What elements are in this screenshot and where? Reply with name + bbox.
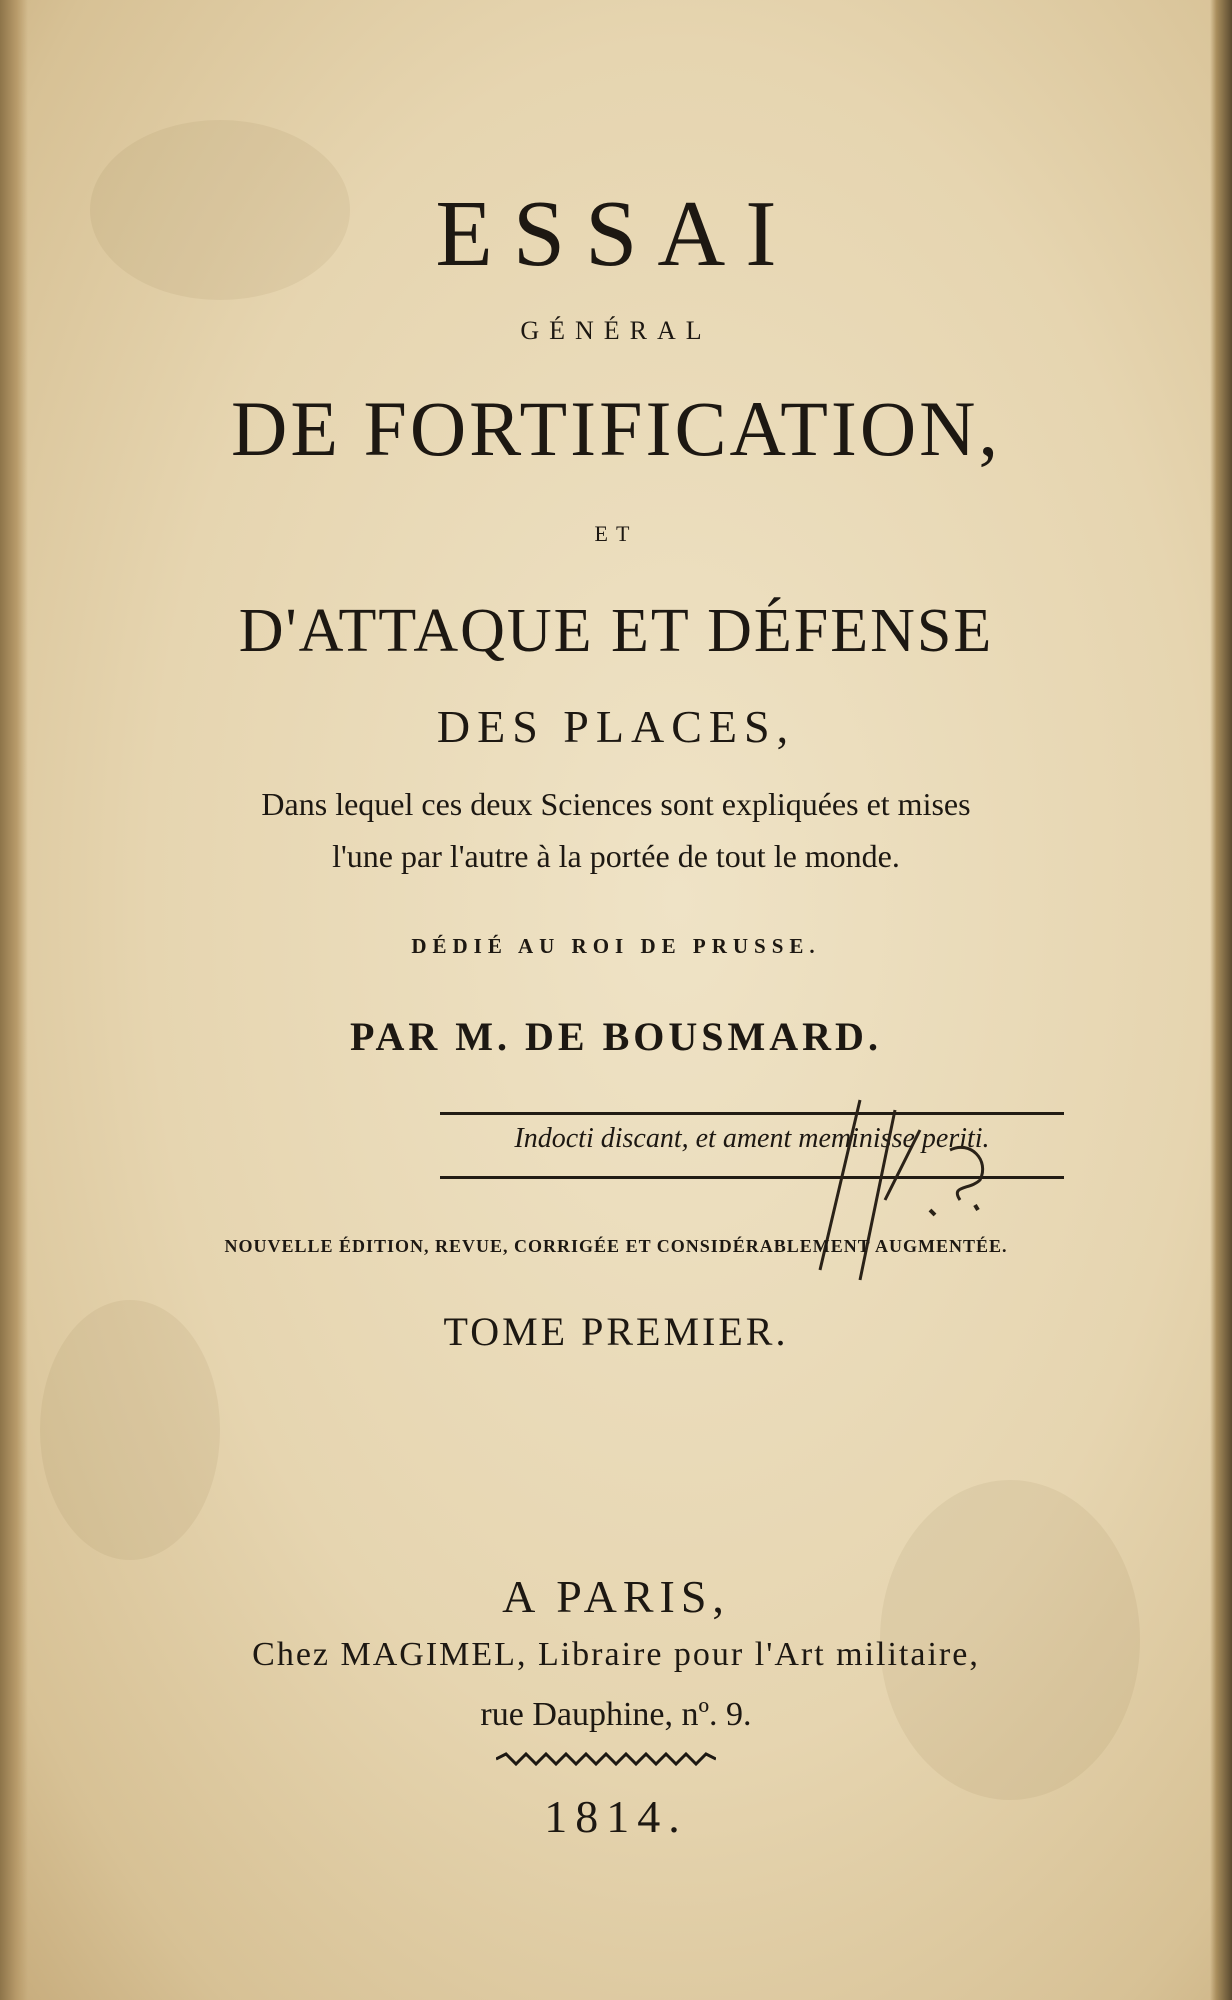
title-conjunction: ET <box>594 521 638 546</box>
edition-statement: NOUVELLE ÉDITION, REVUE, CORRIGÉE ET CONSIDÉRABLEMENT AUGMENTÉE. <box>224 1236 1008 1256</box>
title-attaque: D'ATTAQUE ET DÉFENSE <box>238 597 994 665</box>
imprint-place: A PARIS, <box>502 1571 730 1622</box>
title-places: DES PLACES, <box>436 701 796 752</box>
imprint-address: rue Dauphine, nº. 9. <box>480 1696 752 1733</box>
title-main: ESSAI <box>435 182 797 286</box>
description-line-2: l'une par l'autre à la portée de tout le monde. <box>332 838 900 874</box>
description-line-1: Dans lequel ces deux Sciences sont expliquées et mises <box>261 786 971 822</box>
handwritten-mark <box>800 1090 1040 1290</box>
volume: TOME PREMIER. <box>443 1309 789 1354</box>
motto: Indocti discant, et ament meminisse periti. <box>514 1123 990 1154</box>
title-general: GÉNÉRAL <box>520 316 712 345</box>
imprint-publisher: Chez MAGIMEL, Libraire pour l'Art militaire, <box>252 1636 980 1673</box>
title-fortification: DE FORTIFICATION, <box>231 385 1001 472</box>
publication-year: 1814. <box>544 1791 688 1842</box>
ornamental-rule <box>496 1752 716 1766</box>
dedication: DÉDIÉ AU ROI DE PRUSSE. <box>411 934 821 958</box>
author: PAR M. DE BOUSMARD. <box>350 1014 882 1059</box>
